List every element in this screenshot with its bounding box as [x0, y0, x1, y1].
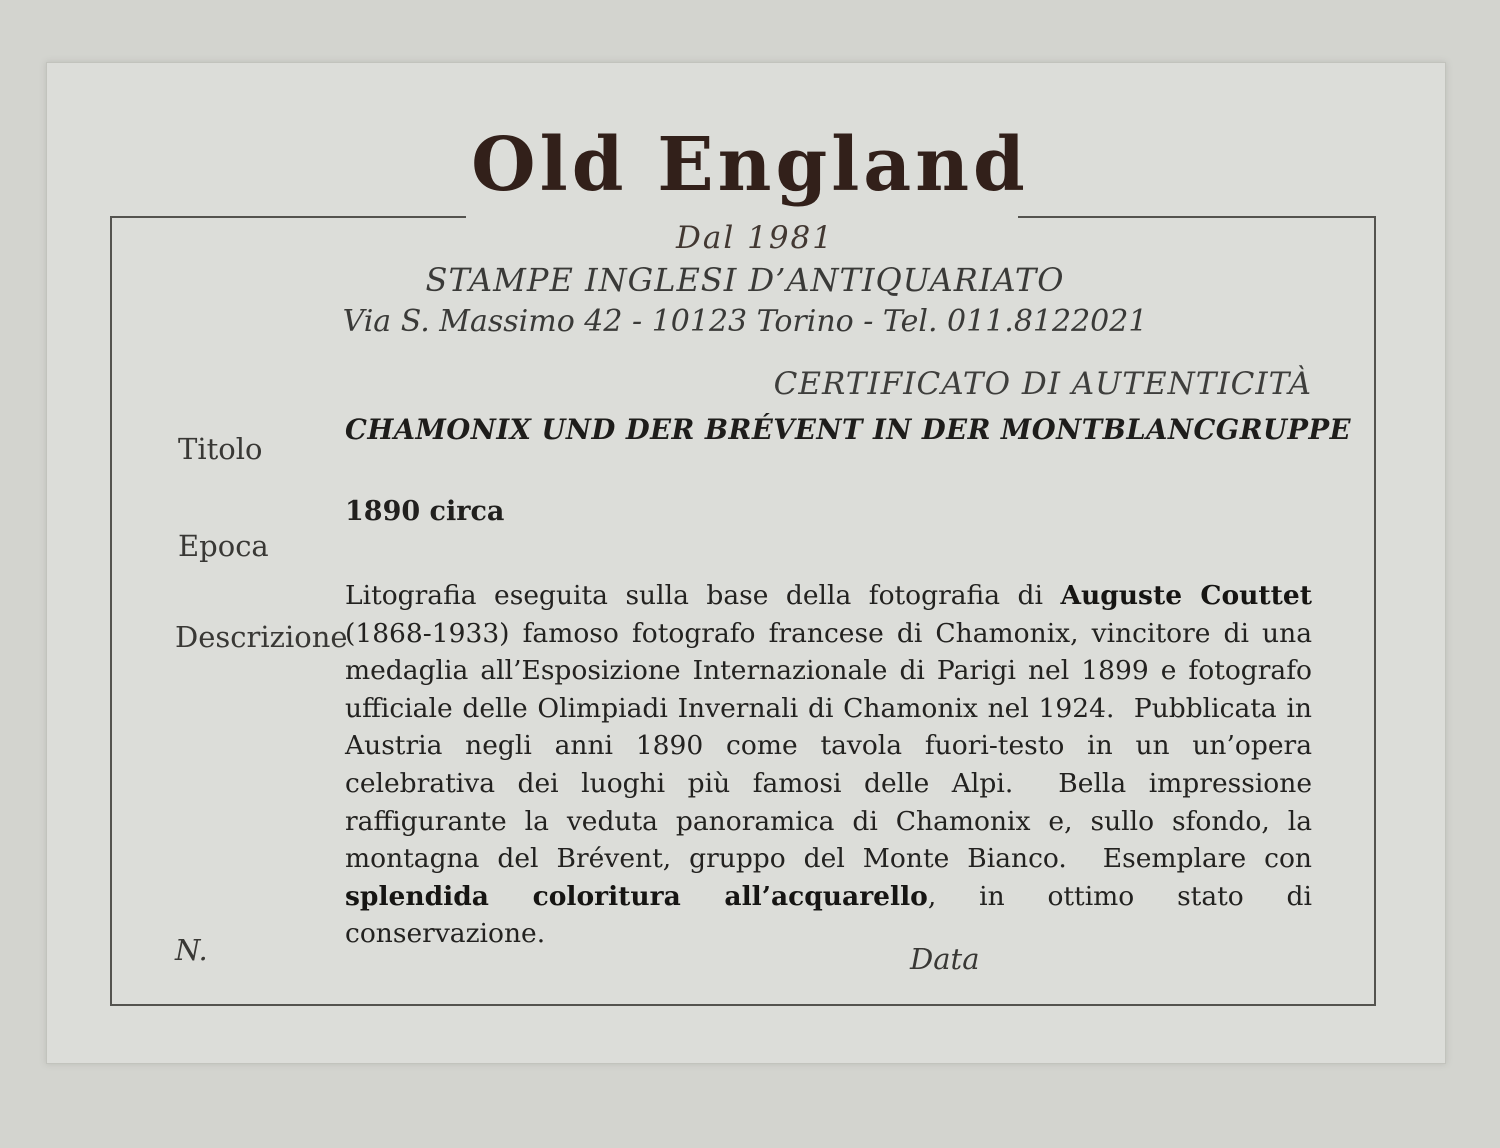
artwork-title: CHAMONIX UND DER BRÉVENT IN DER MONTBLANCGRUPPE — [345, 413, 1352, 446]
field-label-titolo: Titolo — [178, 432, 263, 466]
certificate-heading: CERTIFICATO DI AUTENTICITÀ — [773, 366, 1312, 402]
shop-subtitle: STAMPE INGLESI D’ANTIQUARIATO — [425, 261, 1065, 299]
field-label-data: Data — [910, 942, 980, 976]
description-text: , in ottimo stato di conservazione. — [345, 880, 1312, 950]
description-text: Litografia eseguita sulla base della fotografia di — [345, 580, 1061, 611]
field-label-descrizione: Descrizione — [175, 620, 348, 654]
shop-address: Via S. Massimo 42 - 10123 Torino - Tel. 011.8122021 — [342, 304, 1148, 339]
brand-since-line: Dal 1981 — [676, 220, 834, 256]
description-bold-photographer: Auguste Couttet — [1060, 580, 1312, 611]
description-bold-coloring: splendida coloritura all’acquarello — [345, 880, 928, 912]
artwork-epoch: 1890 circa — [345, 496, 505, 527]
field-label-numero: N. — [175, 933, 208, 967]
field-label-epoca: Epoca — [178, 529, 269, 563]
description-text: (1868-1933) famoso fotografo francese di Chamonix, vincitore di una medaglia all’Esposizione Internazionale di Parigi nel 1899 e fotografo ufficiale delle Olimpiadi Invernali di Chamonix nel 1924. Pubblicata in Austria negli anni 1890 come tavola fuori-testo in un un’opera celebrativa dei luoghi più famosi delle Alpi. Bella impressione raffigurante la veduta panoramica di Chamonix e, sullo sfondo, la montagna del Brévent, gruppo del Monte Bianco. Esemplare con — [345, 617, 1312, 875]
brand-title: Old England — [471, 122, 1029, 208]
artwork-description — [345, 577, 1312, 953]
